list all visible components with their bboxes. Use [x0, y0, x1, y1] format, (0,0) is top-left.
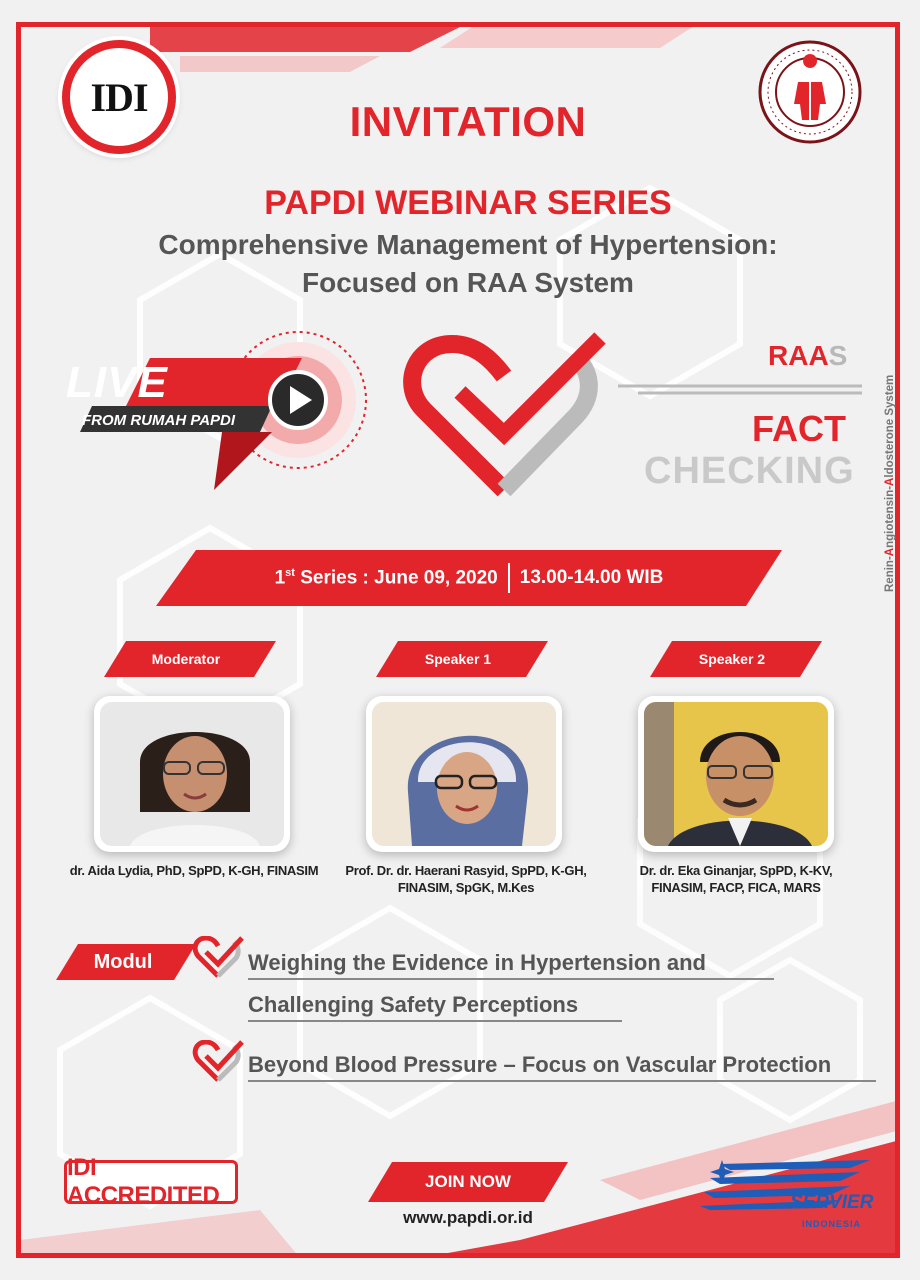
fact-label: FACT — [752, 408, 846, 449]
speaker1-name-line1: Prof. Dr. dr. Haerani Rasyid, SpPD, K-GH, — [345, 863, 587, 878]
idi-accredited-badge — [64, 1154, 238, 1209]
moderator-role: Moderator — [151, 651, 221, 667]
idi-accredited-text: IDI ACCREDITED — [67, 1154, 220, 1209]
speaker2-name-line1: Dr. dr. Eka Ginanjar, SpPD, K-KV, — [639, 863, 833, 878]
series-banner — [156, 550, 782, 606]
speaker1-photo — [366, 696, 562, 852]
moderator-name: dr. Aida Lydia, PhD, SpPD, K-GH, FINASIM — [69, 863, 319, 878]
vertical-prefix: Renin- — [884, 556, 896, 592]
speaker2-role: Speaker 2 — [698, 651, 766, 667]
speaker2-photo — [638, 696, 834, 852]
raas-divider-lines — [618, 382, 862, 398]
website-link[interactable]: www.papdi.or.id — [403, 1208, 533, 1227]
series-label: Series : June 09, 2020 — [300, 567, 498, 589]
speaker2-name-line2: FINASIM, FACP, FICA, MARS — [651, 880, 821, 895]
modul-label: Modul — [93, 950, 153, 973]
speaker1-name-line2: FINASIM, SpGK, M.Kes — [397, 880, 535, 895]
invitation-title: INVITATION — [349, 98, 587, 145]
speaker1-name — [336, 862, 596, 896]
vertical-mid: ngiotensin- — [884, 485, 896, 548]
raas-label — [768, 340, 847, 372]
vertical-a2: A — [884, 477, 896, 486]
series-ordinal: 1 — [274, 567, 286, 589]
join-now-button[interactable]: JOIN NOW — [425, 1172, 511, 1191]
modul-heart-check-icon-1 — [192, 936, 244, 980]
vertical-a1: A — [884, 547, 896, 557]
modul-heart-check-icon-2 — [192, 1040, 244, 1084]
speaker2-name — [606, 862, 866, 896]
speaker2-tag — [650, 641, 814, 677]
heart-check-icon — [400, 330, 610, 500]
raas-vertical-label — [884, 375, 896, 592]
idi-logo-text: IDI — [90, 74, 148, 120]
subtitle-line-2: Focused on RAA System — [302, 267, 634, 298]
sponsor-sub: INDONESIA — [802, 1219, 862, 1229]
subtitle-line-1: Comprehensive Management of Hypertension: — [158, 229, 778, 260]
moderator-tag — [104, 641, 268, 677]
modul-item-1-line1: Weighing the Evidence in Hypertension and — [248, 948, 774, 980]
modul-item-2: Beyond Blood Pressure – Focus on Vascular Protection — [248, 1050, 876, 1082]
webinar-series-title: PAPDI WEBINAR SERIES — [264, 184, 672, 222]
series-separator — [508, 563, 510, 593]
series-time: 13.00-14.00 WIB — [519, 567, 664, 588]
checking-label: CHECKING — [644, 450, 855, 492]
raas-s-text: S — [828, 340, 848, 371]
moderator-photo — [94, 696, 290, 852]
live-label: LIVE — [66, 358, 168, 407]
modul-item-1-line2: Challenging Safety Perceptions — [248, 990, 622, 1022]
raas-raa-text: RAA — [768, 340, 829, 371]
live-from-label: FROM RUMAH PAPDI — [82, 412, 236, 429]
speaker1-role: Speaker 1 — [424, 651, 492, 667]
vertical-suffix: ldosterone System — [884, 374, 896, 478]
speaker1-tag — [376, 641, 540, 677]
series-date — [275, 567, 498, 589]
series-ordinal-sup: st — [285, 566, 295, 579]
sponsor-name: SERVIER — [790, 1192, 874, 1213]
